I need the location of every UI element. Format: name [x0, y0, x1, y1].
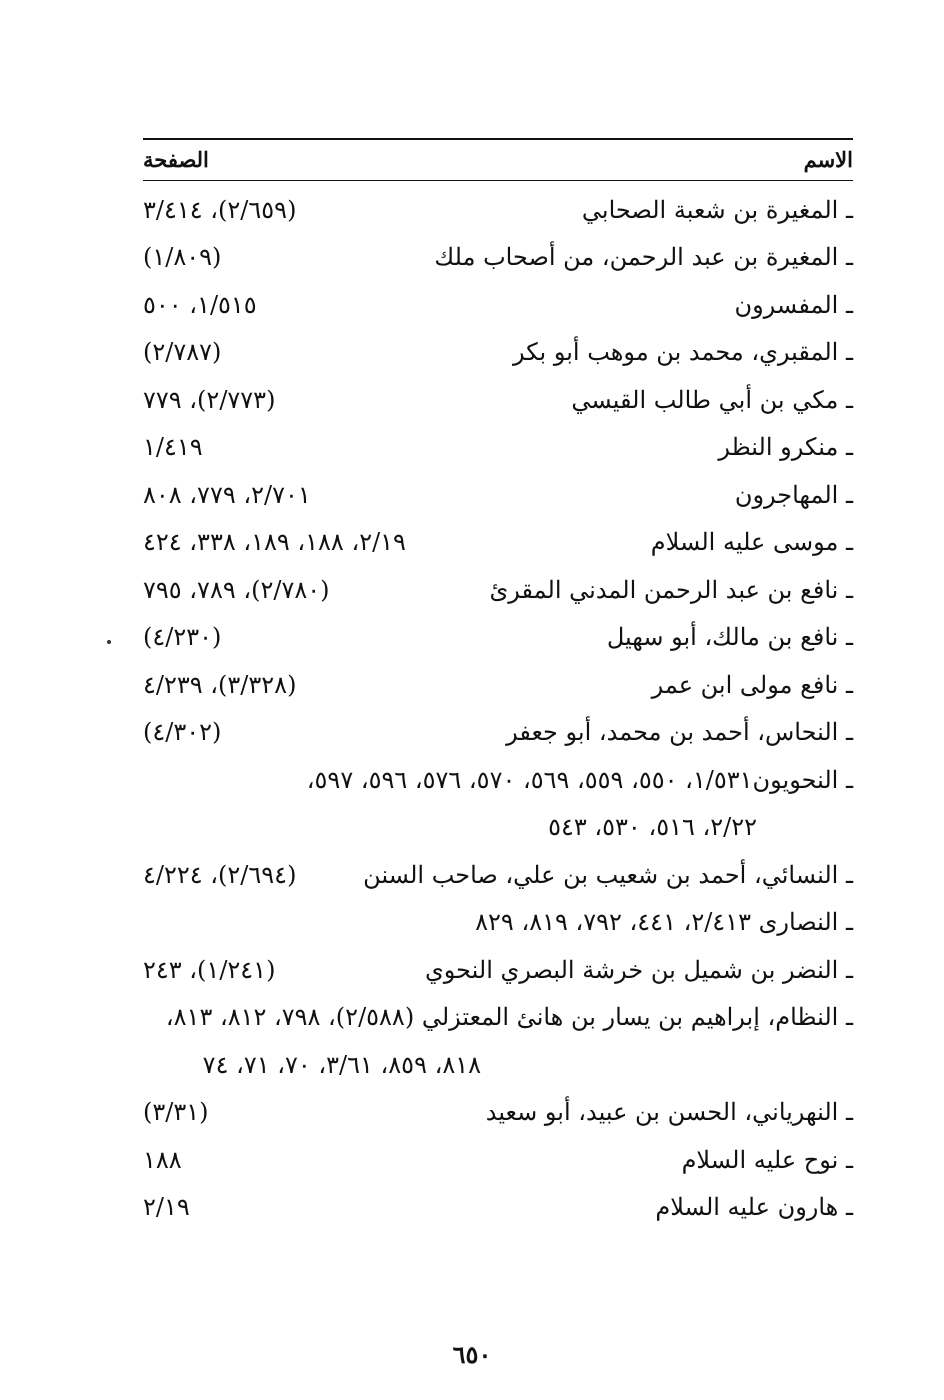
entry-pages: ٢/٧٠١، ٧٧٩، ٨٠٨	[143, 480, 311, 509]
entry-name: ـ نافع بن مالك، أبو سهيل	[606, 623, 853, 652]
entry-pages: ٢/١٩	[143, 1193, 190, 1222]
entry-name: ـ النصارى ٢/٤١٣، ٤٤١، ٧٩٢، ٨١٩، ٨٢٩	[475, 908, 853, 937]
list-item	[143, 994, 853, 1042]
entry-name: ـ النسائي، أحمد بن شعيب بن علي، صاحب السنن	[363, 860, 853, 889]
list-item	[143, 234, 853, 282]
entry-name: ـ موسى عليه السلام	[650, 528, 853, 557]
entry-name: ـ النحويون١/٥٣١، ٥٥٠، ٥٥٩، ٥٦٩، ٥٧٠، ٥٧٦، ٥٩٦، ٥٩٧،	[306, 765, 853, 794]
list-item	[143, 376, 853, 424]
list-item	[143, 756, 853, 804]
list-item	[143, 709, 853, 757]
list-item	[143, 1136, 853, 1184]
entry-name: ـ المقبري، محمد بن موهب أبو بكر	[513, 338, 853, 367]
entry-pages: ٢/١٩، ١٨٨، ١٨٩، ٣٣٨، ٤٢٤	[143, 528, 406, 557]
entry-pages: (٣/٣١)	[143, 1098, 209, 1127]
entry-pages: (٣/٣٢٨)، ٤/٢٣٩	[143, 670, 297, 699]
entry-pages: (٢/٦٥٩)، ٣/٤١٤	[143, 195, 297, 224]
list-item	[143, 424, 853, 472]
entry-name: ـ النهرياني، الحسن بن عبيد، أبو سعيد	[485, 1098, 853, 1127]
entry-pages: ٢/٢٢، ٥١٦، ٥٣٠، ٥٤٣	[548, 813, 757, 842]
entry-name: ـ مكي بن أبي طالب القيسي	[571, 385, 853, 414]
list-item	[143, 519, 853, 567]
entry-name: ـ منكرو النظر	[718, 433, 853, 462]
page-number: ٦٥٠	[452, 1340, 492, 1369]
entry-name: ـ المغيرة بن شعبة الصحابي	[581, 195, 853, 224]
entry-pages: ٨١٨، ٨٥٩، ٣/٦١، ٧٠، ٧١، ٧٤	[202, 1050, 481, 1079]
entry-name: ـ النظام، إبراهيم بن يسار بن هانئ المعتزلي (٢/٥٨٨)، ٧٩٨، ٨١٢، ٨١٣،	[165, 1003, 853, 1032]
list-item	[143, 566, 853, 614]
list-item	[143, 471, 853, 519]
entry-pages: (٢/٧٨٧)	[143, 338, 222, 367]
list-item	[143, 186, 853, 234]
entry-pages: ١٨٨	[143, 1145, 182, 1174]
entry-pages: ١/٥١٥، ٥٠٠	[143, 290, 257, 319]
index-entries	[143, 186, 853, 1231]
entry-name: ـ المفسرون	[734, 290, 853, 319]
entry-name: ـ نوح عليه السلام	[681, 1145, 853, 1174]
list-item	[143, 1184, 853, 1232]
margin-mark	[107, 640, 111, 644]
list-item	[143, 946, 853, 994]
list-item	[143, 1089, 853, 1137]
entry-name: ـ نافع مولى ابن عمر	[651, 670, 853, 699]
list-item	[143, 899, 853, 947]
entry-name: ـ المهاجرون	[734, 480, 853, 509]
name-column-header: الاسم	[803, 146, 853, 172]
entry-pages: (٢/٧٨٠)، ٧٨٩، ٧٩٥	[143, 575, 330, 604]
list-item	[143, 329, 853, 377]
entry-pages: ١/٤١٩	[143, 433, 203, 462]
entry-pages: (١/٨٠٩)	[143, 243, 222, 272]
entry-pages: (٤/٣٠٢)	[143, 718, 222, 747]
entry-name: ـ المغيرة بن عبد الرحمن، من أصحاب ملك	[434, 243, 853, 272]
list-item	[143, 804, 853, 852]
entry-name: ـ هارون عليه السلام	[655, 1193, 853, 1222]
list-item	[143, 614, 853, 662]
entry-pages: (١/٢٤١)، ٢٤٣	[143, 955, 276, 984]
entry-name: ـ نافع بن عبد الرحمن المدني المقرئ	[489, 575, 853, 604]
entry-name: ـ النضر بن شميل بن خرشة البصري النحوي	[424, 955, 853, 984]
table-header	[143, 142, 853, 176]
list-item	[143, 281, 853, 329]
header-bottom-rule	[143, 180, 853, 181]
list-item	[143, 851, 853, 899]
entry-pages: (٢/٦٩٤)، ٤/٢٢٤	[143, 860, 297, 889]
entry-name: ـ النحاس، أحمد بن محمد، أبو جعفر	[506, 718, 853, 747]
header-top-rule	[143, 138, 853, 140]
list-item	[143, 661, 853, 709]
entry-pages: (٢/٧٧٣)، ٧٧٩	[143, 385, 276, 414]
list-item	[143, 1041, 853, 1089]
page-column-header: الصفحة	[143, 146, 209, 172]
entry-pages: (٤/٢٣٠)	[143, 623, 222, 652]
